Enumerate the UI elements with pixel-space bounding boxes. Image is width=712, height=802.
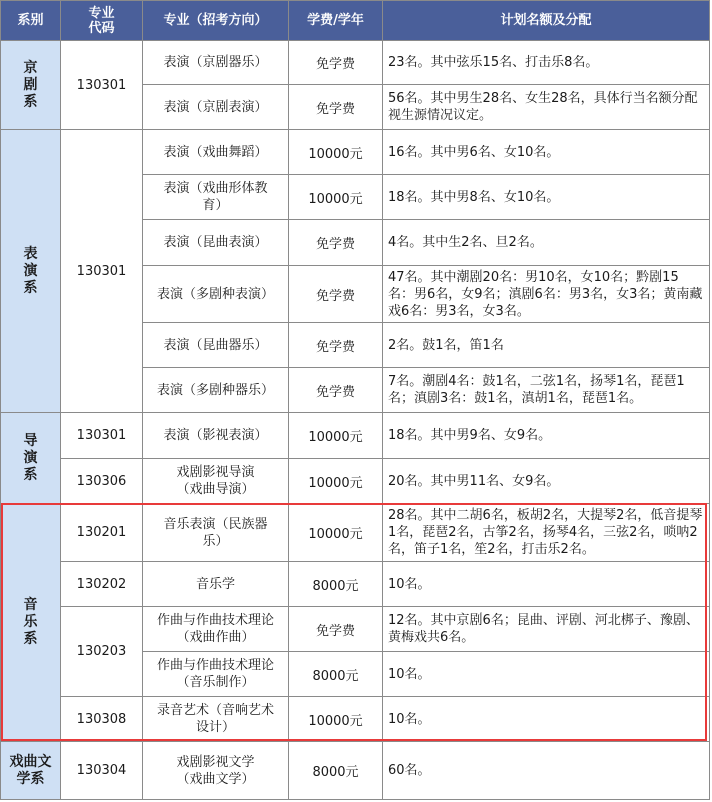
tuition-fee: 8000元 bbox=[289, 742, 383, 800]
major-name: 表演（戏曲舞蹈） bbox=[143, 130, 289, 175]
dept-directing: 导演系 bbox=[1, 413, 61, 504]
major-name: 表演（影视表演） bbox=[143, 413, 289, 459]
major-name: 戏剧影视导演（戏曲导演） bbox=[143, 459, 289, 504]
quota-allocation: 56名。其中男生28名、女生28名，具体行当名额分配视生源情况议定。 bbox=[383, 85, 710, 130]
tuition-fee: 免学费 bbox=[289, 323, 383, 368]
quota-allocation: 10名。 bbox=[383, 562, 710, 607]
quota-allocation: 18名。其中男9名、女9名。 bbox=[383, 413, 710, 459]
header-fee: 学费/学年 bbox=[289, 1, 383, 41]
table-row bbox=[1, 459, 710, 504]
table-row bbox=[1, 562, 710, 607]
header-dept: 系别 bbox=[1, 1, 61, 41]
tuition-fee: 10000元 bbox=[289, 459, 383, 504]
major-name: 戏剧影视文学（戏曲文学） bbox=[143, 742, 289, 800]
major-name: 表演（多剧种表演） bbox=[143, 266, 289, 323]
quota-allocation: 10名。 bbox=[383, 652, 710, 697]
tuition-fee: 10000元 bbox=[289, 504, 383, 562]
major-name: 表演（戏曲形体教育） bbox=[143, 175, 289, 220]
quota-allocation: 47名。其中潮剧20名：男10名，女10名；黔剧15名：男6名，女9名；滇剧6名：男3名，女3名；黄南藏戏6名：男3名，女3名。 bbox=[383, 266, 710, 323]
quota-allocation: 12名。其中京剧6名；昆曲、评剧、河北梆子、豫剧、黄梅戏共6名。 bbox=[383, 607, 710, 652]
quota-allocation: 10名。 bbox=[383, 697, 710, 742]
table-row bbox=[1, 697, 710, 742]
quota-allocation: 7名。潮剧4名：鼓1名，二弦1名，扬琴1名，琵琶1名；滇剧3名：鼓1名，滇胡1名，琵琶1名。 bbox=[383, 368, 710, 413]
dept-performance: 表演系 bbox=[1, 130, 61, 413]
tuition-fee: 免学费 bbox=[289, 220, 383, 266]
table-row bbox=[1, 130, 710, 175]
header-major: 专业（招考方向） bbox=[143, 1, 289, 41]
quota-allocation: 23名。其中弦乐15名、打击乐8名。 bbox=[383, 41, 710, 85]
major-name: 作曲与作曲技术理论（音乐制作） bbox=[143, 652, 289, 697]
major-name: 表演（京剧表演） bbox=[143, 85, 289, 130]
dept-opera-literature: 戏曲文学系 bbox=[1, 742, 61, 800]
major-code: 130308 bbox=[61, 697, 143, 742]
table-row bbox=[1, 607, 710, 652]
table-row bbox=[1, 413, 710, 459]
table-row bbox=[1, 41, 710, 85]
major-name: 表演（多剧种器乐） bbox=[143, 368, 289, 413]
tuition-fee: 8000元 bbox=[289, 562, 383, 607]
quota-allocation: 4名。其中生2名、旦2名。 bbox=[383, 220, 710, 266]
major-code: 130201 bbox=[61, 504, 143, 562]
major-code: 130301 bbox=[61, 41, 143, 130]
dept-music: 音乐系 bbox=[1, 504, 61, 742]
tuition-fee: 10000元 bbox=[289, 130, 383, 175]
tuition-fee: 10000元 bbox=[289, 413, 383, 459]
major-name: 音乐学 bbox=[143, 562, 289, 607]
table-row bbox=[1, 504, 710, 562]
tuition-fee: 免学费 bbox=[289, 41, 383, 85]
major-code: 130304 bbox=[61, 742, 143, 800]
table-header-row bbox=[1, 1, 710, 41]
quota-allocation: 16名。其中男6名、女10名。 bbox=[383, 130, 710, 175]
major-code: 130203 bbox=[61, 607, 143, 697]
major-name: 作曲与作曲技术理论（戏曲作曲） bbox=[143, 607, 289, 652]
quota-allocation: 20名。其中男11名、女9名。 bbox=[383, 459, 710, 504]
tuition-fee: 10000元 bbox=[289, 175, 383, 220]
major-name: 表演（昆曲表演） bbox=[143, 220, 289, 266]
tuition-fee: 10000元 bbox=[289, 697, 383, 742]
header-plan: 计划名额及分配 bbox=[383, 1, 710, 41]
dept-jingju: 京剧系 bbox=[1, 41, 61, 130]
quota-allocation: 60名。 bbox=[383, 742, 710, 800]
quota-allocation: 28名。其中二胡6名，板胡2名，大提琴2名，低音提琴1名，琵琶2名，古筝2名，扬琴4名，三弦2名，唢呐2名，笛子1名，笙2名，打击乐2名。 bbox=[383, 504, 710, 562]
tuition-fee: 免学费 bbox=[289, 607, 383, 652]
major-code: 130301 bbox=[61, 130, 143, 413]
tuition-fee: 免学费 bbox=[289, 368, 383, 413]
header-code: 专业代码 bbox=[61, 1, 143, 41]
table-row bbox=[1, 742, 710, 800]
major-code: 130202 bbox=[61, 562, 143, 607]
quota-allocation: 2名。鼓1名，笛1名 bbox=[383, 323, 710, 368]
tuition-fee: 免学费 bbox=[289, 85, 383, 130]
major-code: 130306 bbox=[61, 459, 143, 504]
major-code: 130301 bbox=[61, 413, 143, 459]
tuition-fee: 8000元 bbox=[289, 652, 383, 697]
quota-allocation: 18名。其中男8名、女10名。 bbox=[383, 175, 710, 220]
major-name: 音乐表演（民族器乐） bbox=[143, 504, 289, 562]
major-name: 录音艺术（音响艺术设计） bbox=[143, 697, 289, 742]
tuition-fee: 免学费 bbox=[289, 266, 383, 323]
major-name: 表演（京剧器乐） bbox=[143, 41, 289, 85]
major-name: 表演（昆曲器乐） bbox=[143, 323, 289, 368]
